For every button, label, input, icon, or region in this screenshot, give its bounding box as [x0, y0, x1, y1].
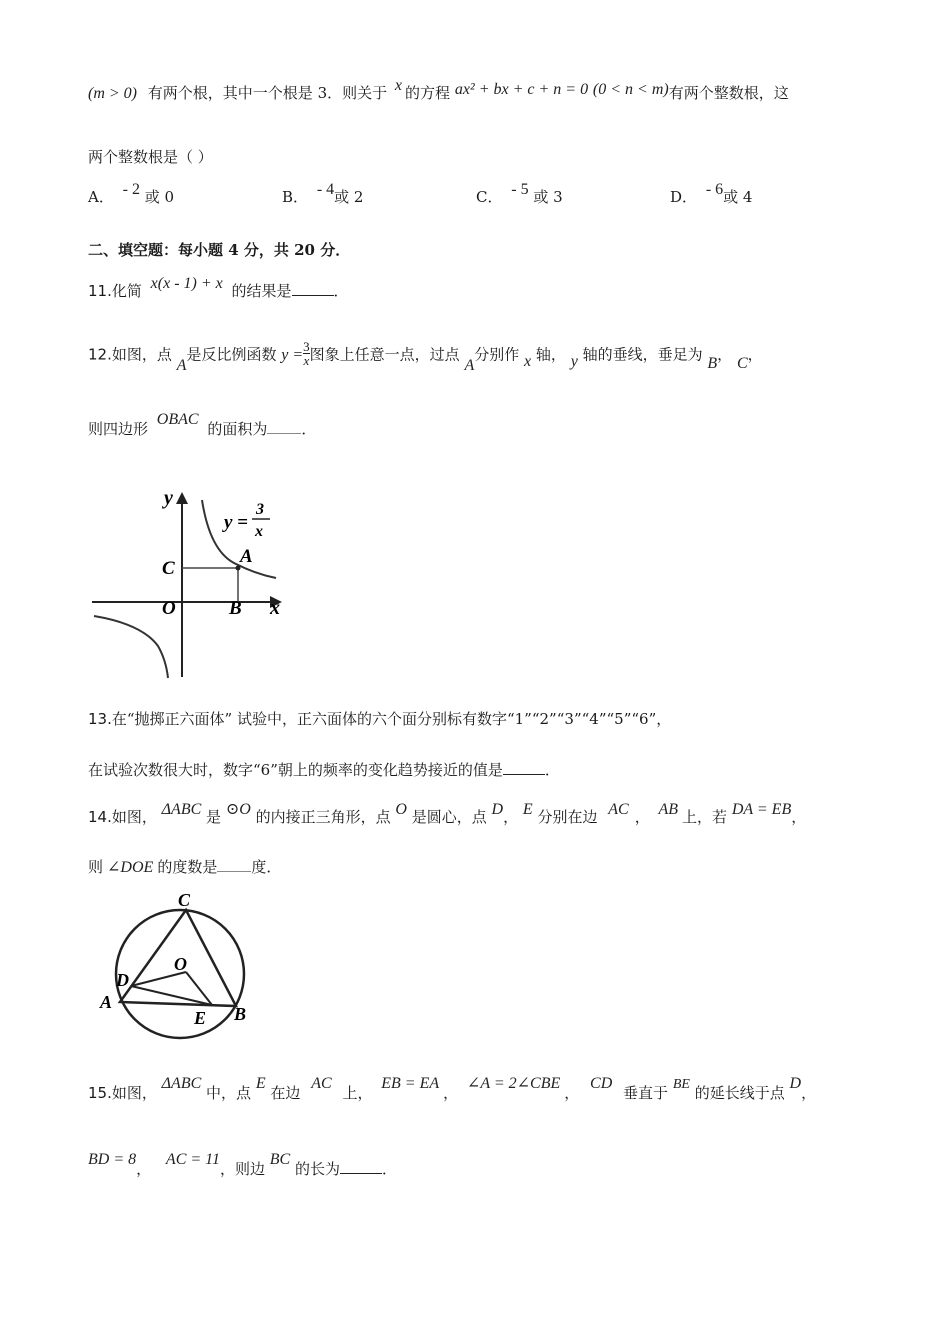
label-e: E: [194, 1008, 207, 1028]
q12-fraction: [303, 340, 310, 367]
q14-text: 是圆心，点: [411, 808, 487, 826]
label-func-den: x: [255, 523, 263, 540]
q15-text: ，: [801, 1084, 817, 1102]
y-axis-arrow: [176, 492, 188, 504]
q11-end: ．: [333, 282, 349, 300]
q13-text: 在“抛掷正六面体” 试验中，正六面体的六个面分别标有数字“1”“2”“3”“4”“5”“6”，: [111, 710, 672, 728]
q12-sep: ，: [717, 345, 733, 364]
q13-number: 13.: [88, 710, 112, 728]
q13-line2: [88, 759, 560, 780]
q12-point-b: B: [707, 354, 718, 372]
q15-text: 的长为: [295, 1160, 341, 1178]
q15-text: 如图，: [111, 1084, 157, 1102]
q11-number: 11.: [88, 282, 112, 300]
hyperbola-branch-3: [94, 616, 168, 678]
q14-text: 则: [88, 858, 104, 876]
q12-number: 12.: [88, 345, 112, 364]
q12-y: y: [570, 352, 578, 370]
q15-number: 15.: [88, 1084, 112, 1102]
option-letter: D．: [670, 188, 698, 206]
q15-segment-cd: CD: [590, 1075, 613, 1092]
label-o: O: [174, 954, 187, 974]
option-letter: A．: [88, 188, 114, 206]
q15-text: 的延长线于点: [694, 1084, 785, 1102]
q12-end: ．: [301, 420, 317, 438]
q15-text: 在边: [270, 1084, 301, 1102]
q15-text: 垂直于: [623, 1084, 669, 1102]
q13-end: ．: [544, 761, 560, 779]
q14-circle-figure: [96, 888, 266, 1040]
q12-quadrilateral: OBAC: [156, 411, 199, 428]
q14-text: 如图，: [111, 808, 157, 826]
q14-comma: ，: [634, 808, 650, 826]
label-d: D: [116, 970, 129, 990]
q15-line1: [88, 1075, 817, 1103]
q11-expression: x(x - 1) + x: [150, 275, 223, 292]
option-suffix: 或 0: [144, 188, 175, 206]
q14-angle: ∠DOE: [107, 859, 154, 876]
q12-text: 如图，点: [111, 345, 172, 364]
q12-hyperbola-figure: [84, 482, 304, 682]
label-x: x: [270, 597, 280, 619]
q12-text: 则四边形: [88, 420, 149, 438]
q14-point-o: O: [395, 801, 407, 818]
q12-text: 是反比例函数: [186, 345, 277, 364]
q12-text: 图象上任意一点，过点: [309, 345, 460, 364]
q14-text: 的度数是: [157, 858, 218, 876]
q15-text: 中，点: [206, 1084, 252, 1102]
q15-text: ，则边: [219, 1160, 265, 1178]
q12-fraction-den: x: [303, 353, 310, 368]
q12-text: 轴，: [535, 345, 566, 364]
q10-equation: ax² + bx + c + n = 0: [454, 81, 589, 98]
q14-answer-blank[interactable]: [217, 857, 251, 872]
q11-answer-blank[interactable]: [292, 281, 334, 296]
q13-line1: [88, 708, 671, 729]
option-suffix: 或 4: [723, 188, 753, 206]
q14-number: 14.: [88, 808, 112, 826]
q12-point-a: A: [464, 356, 475, 374]
option-letter: C．: [476, 188, 503, 206]
q10-option-c: [476, 181, 563, 207]
q10-option-d: [670, 181, 753, 207]
q15-equation-2: ∠A = 2∠CBE: [466, 1075, 561, 1092]
q10-option-a: [88, 181, 175, 207]
q14-side-ab: AB: [658, 801, 679, 818]
q11-post: 的结果是: [231, 282, 292, 300]
q12-line2: [88, 411, 317, 439]
section-heading: 二、填空题：每小题 4 分，共 20 分．: [88, 241, 351, 259]
option-value: - 5: [511, 181, 529, 198]
q10-var-x: x: [394, 77, 403, 94]
q15-comma: ，: [564, 1084, 580, 1102]
q15-line2: [88, 1151, 398, 1179]
q14-line1: [88, 801, 807, 827]
q14-point-d: D: [491, 801, 504, 818]
q15-comma: ，: [443, 1084, 459, 1102]
q14-condition: DA = EB: [731, 801, 792, 818]
q15-point-e: E: [255, 1075, 266, 1092]
label-y: y: [164, 487, 173, 509]
q14-text: 上，若: [682, 808, 728, 826]
q12-point-c: C: [736, 354, 748, 372]
label-b: B: [234, 1004, 247, 1024]
q10-line1: [88, 77, 789, 103]
option-letter: B．: [282, 188, 309, 206]
q14-text: 分别在边: [537, 808, 598, 826]
q12-x: x: [524, 352, 532, 370]
q14-side-ac: AC: [608, 801, 629, 818]
q14-text: 度．: [251, 858, 282, 876]
q15-point-d: D: [789, 1075, 802, 1092]
q12-point-a: A: [176, 356, 187, 374]
option-suffix: 或 3: [533, 188, 563, 206]
q12-fraction-num: 3: [303, 339, 310, 354]
q15-text: 上，: [342, 1084, 373, 1102]
q15-end: ．: [382, 1160, 398, 1178]
q14-text: 的内接正三角形，点: [255, 808, 391, 826]
q14-triangle: ΔABC: [161, 801, 202, 818]
label-a: A: [240, 546, 253, 567]
q13-text: 在试验次数很大时，数字“6”朝上的频率的变化趋势接近的值是: [88, 761, 503, 779]
q10-text-b: 的方程: [405, 84, 451, 102]
q14-comma: ，: [503, 808, 519, 826]
q10-condition: (m > 0): [88, 85, 138, 102]
q12-line1: [88, 339, 763, 374]
q12-func-lhs: y =: [281, 346, 304, 364]
q15-answer-blank[interactable]: [340, 1159, 382, 1174]
label-c: C: [162, 558, 175, 579]
q10-line2: [88, 146, 213, 167]
label-c: C: [178, 890, 191, 910]
q11: [88, 275, 349, 301]
q14-line2: [88, 856, 281, 877]
q15-comma: ，: [136, 1160, 152, 1178]
label-b: B: [229, 598, 242, 619]
q15-side-bc: BC: [269, 1151, 291, 1168]
label-o: O: [162, 598, 176, 619]
q10-text-a: 有两个根，其中一个根是 3．则关于: [147, 84, 388, 102]
q10-option-b: [282, 181, 364, 207]
q12-text: 分别作: [474, 345, 520, 364]
q14-point-e: E: [522, 801, 533, 818]
label-func: y =: [224, 512, 249, 533]
option-suffix: 或 2: [334, 188, 364, 206]
label-func-num: 3: [256, 501, 264, 518]
option-value: - 6: [705, 181, 724, 198]
q10-line2-text: 两个整数根是（ ）: [88, 148, 213, 166]
q13-answer-blank[interactable]: [503, 760, 545, 775]
q10-text-c: 有两个整数根，这: [668, 84, 789, 102]
q10-range: (0 < n < m): [592, 81, 669, 98]
q12-text: ，: [747, 345, 763, 364]
q14-circle: ⊙O: [225, 801, 251, 818]
q15-triangle: ΔABC: [161, 1075, 202, 1092]
q14-text: ，: [791, 808, 807, 826]
q15-bd: BD = 8: [88, 1151, 137, 1168]
q15-segment-be: BE: [672, 1077, 690, 1092]
q15-side-ac: AC: [311, 1075, 332, 1092]
label-a: A: [100, 992, 113, 1012]
option-value: - 2: [122, 181, 140, 198]
q14-text: 是: [206, 808, 222, 826]
q12-answer-blank[interactable]: [267, 419, 301, 434]
option-value: - 4: [316, 181, 335, 198]
q15-equation-1: EB = EA: [381, 1075, 440, 1092]
q12-text: 的面积为: [207, 420, 268, 438]
q11-pre: 化简: [111, 282, 142, 300]
q15-ac: AC = 11: [165, 1151, 220, 1168]
q12-text: 轴的垂线，垂足为: [582, 345, 703, 364]
